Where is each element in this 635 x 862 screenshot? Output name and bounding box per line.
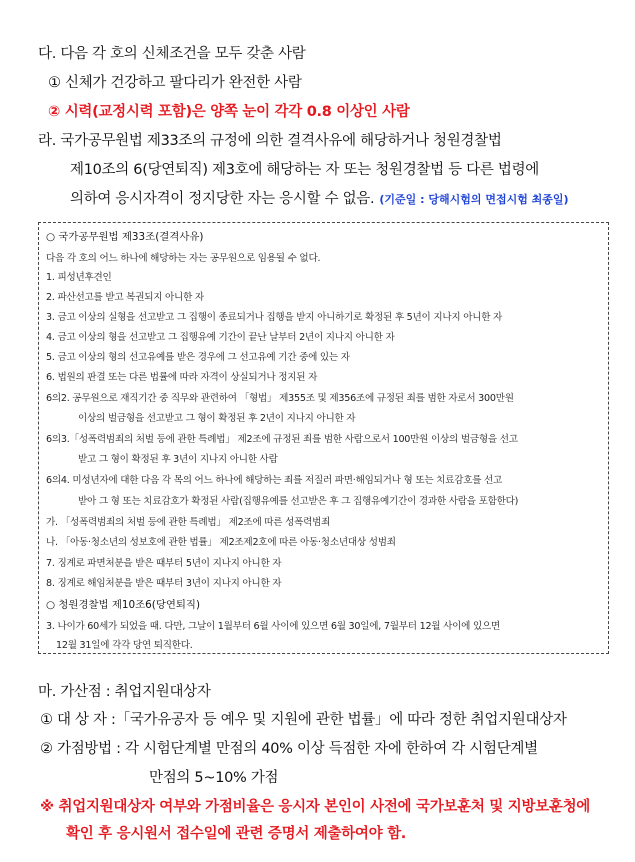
box-subitem: 가. 「성폭력범죄의 처벌 등에 관한 특례법」 제2조에 따른 성폭력범죄	[46, 517, 331, 528]
section-ra-line-2: 제10조의 6(당연퇴직) 제3호에 해당하는 자 또는 청원경찰법 등 다른 법령에	[70, 162, 539, 178]
section-ma-item-2-continued: 만점의 5~10% 가점	[149, 770, 279, 786]
section-ma-note-line-1: ※ 취업지원대상자 여부와 가점비율은 응시자 본인이 사전에 국가보훈처 및 지방보훈청에	[40, 799, 590, 815]
box-item-continued: 이상의 벌금형을 선고받고 그 형이 확정된 후 2년이 지나지 아니한 자	[78, 413, 356, 424]
section-ma-note-line-2: 확인 후 응시원서 접수일에 관련 증명서 제출하여야 함.	[66, 826, 406, 842]
box-item: 7. 징계로 파면처분을 받은 때부터 5년이 지나지 아니한 자	[46, 558, 282, 569]
box-heading-2: ○ 청원경찰법 제10조6(당연퇴직)	[46, 599, 201, 611]
box-item: 6의2. 공무원으로 재직기간 중 직무와 관련하여 「형법」 제355조 및 제356조에 규정된 죄를 범한 자로서 300만원	[46, 393, 514, 404]
section-da-title: 다. 다음 각 호의 신체조건을 모두 갖춘 사람	[38, 46, 306, 62]
box-item: 6의4. 미성년자에 대한 다음 각 목의 어느 하나에 해당하는 죄를 저질러 파면·해임되거나 형 또는 치료감호를 선고	[46, 475, 503, 486]
section-ra-line-3-row	[70, 187, 569, 208]
section-da-item-1: ① 신체가 건강하고 팔다리가 완전한 사람	[48, 75, 302, 91]
box-item-continued: 받아 그 형 또는 치료감호가 확정된 사람(집행유예를 선고받은 후 그 집행유예기간이 경과한 사람을 포함한다)	[78, 496, 519, 507]
box-item: 5. 금고 이상의 형의 선고유예를 받은 경우에 그 선고유예 기간 중에 있는 자	[46, 352, 350, 363]
section-ra-line-3: 의하여 응시자격이 정지당한 자는 응시할 수 없음.	[70, 191, 375, 207]
box-intro: 다음 각 호의 어느 하나에 해당하는 자는 공무원으로 임용될 수 없다.	[46, 253, 321, 264]
section-ma-item-1: ① 대 상 자 :「국가유공자 등 예우 및 지원에 관한 법률」에 따라 정한 취업지원대상자	[40, 712, 567, 728]
section-ra-note: (기준일 : 당해시험의 면접시험 최종일)	[379, 193, 569, 206]
box-heading-1: ○ 국가공무원법 제33조(결격사유)	[46, 231, 204, 243]
box-item: 4. 금고 이상의 형을 선고받고 그 집행유예 기간이 끝난 날부터 2년이 지나지 아니한 자	[46, 332, 395, 343]
box-item-continued: 받고 그 형이 확정된 후 3년이 지나지 아니한 사람	[78, 454, 278, 465]
box-item: 8. 징계로 해임처분을 받은 때부터 3년이 지나지 아니한 자	[46, 578, 282, 589]
box-item: 6의3.「성폭력범죄의 처벌 등에 관한 특례법」 제2조에 규정된 죄를 범한 사람으로서 100만원 이상의 벌금형을 선고	[46, 434, 518, 445]
box-item: 6. 법원의 판결 또는 다른 법률에 따라 자격이 상실되거나 정지된 자	[46, 372, 318, 383]
box-subitem: 나. 「아동·청소년의 성보호에 관한 법률」 제2조제2호에 따른 아동·청소년대상 성범죄	[46, 537, 396, 548]
section-da-item-2: ② 시력(교정시력 포함)은 양쪽 눈이 각각 0.8 이상인 사람	[48, 104, 410, 120]
section-ma-title: 마. 가산점 : 취업지원대상자	[38, 684, 211, 700]
box-item-continued: 12월 31일에 각각 당연 퇴직한다.	[56, 640, 193, 651]
box-item: 1. 피성년후견인	[46, 272, 112, 283]
section-ra-line-1: 라. 국가공무원법 제33조의 규정에 의한 결격사유에 해당하거나 청원경찰법	[38, 133, 502, 149]
box-item: 3. 나이가 60세가 되었을 때. 다만, 그날이 1월부터 6월 사이에 있으면 6월 30일에, 7월부터 12월 사이에 있으면	[46, 621, 501, 632]
section-ma-item-2: ② 가점방법 : 각 시험단계별 만점의 40% 이상 득점한 자에 한하여 각 시험단계별	[40, 741, 538, 757]
box-item: 2. 파산선고를 받고 복권되지 아니한 자	[46, 292, 204, 303]
box-item: 3. 금고 이상의 실형을 선고받고 그 집행이 종료되거나 집행을 받지 아니하기로 확정된 후 5년이 지나지 아니한 자	[46, 312, 503, 323]
